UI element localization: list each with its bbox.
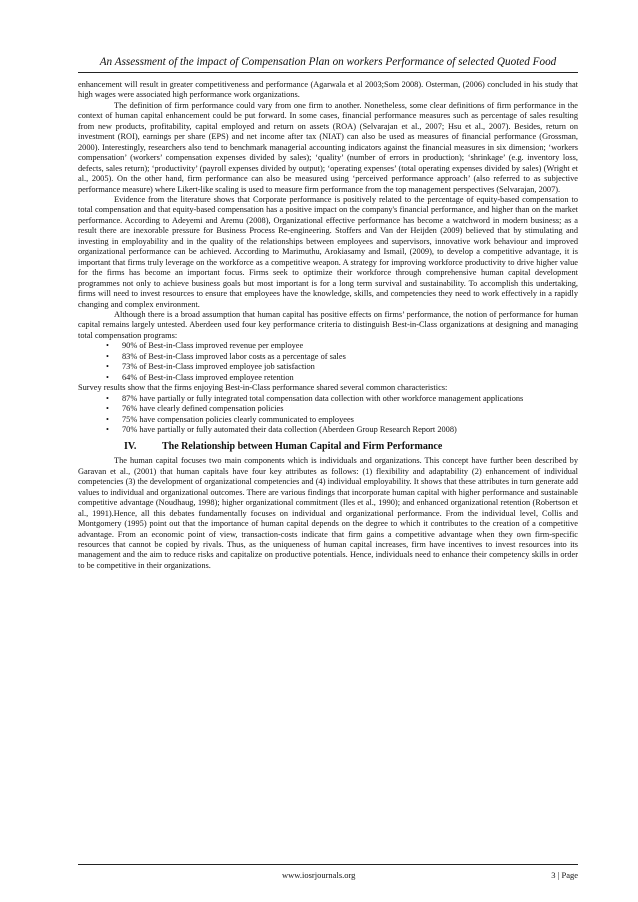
running-title: An Assessment of the impact of Compensation Plan on workers Performance of selected Quoted Food [99,56,557,68]
paragraph: The human capital focuses two main components which is individuals and organizations. This concept have further been described by Garavan et al., (2001) that human capitals have four key attributes as follows: (1) flexibility and adaptability (2) enhancement of individual competencies (3) the development of organizational competencies and (4) individual employability. It shows that these attributes in turn generate add values to individual and organizational outcomes. There are various findings that incorporate human capital with higher performance and sustainable competitive advantage (Noudhaug, 1998); higher organizational commitment (Iles et al., 1990); and enhanced organizational retention (Robertson et al., 1991).Hence, all this debates fundamentally focuses on individual and organizational performance. From the individual level, Collis and Montgomery (1995) point out that the importance of human capital depends on the degree to which it contributes to the creation of a competitive advantage. From an economic point of view, transaction-costs indicate that firm gains a competitive advantage when they own firm-specific resources that cannot be copied by rivals. Thus, as the uniqueness of human capital increases, firm have incentives to invest resources into its management and the aim to reduce risks and capitalize on productive potentials. Hence, individuals need to enhance their competency skills in order to be competitive in their organizations. [78,456,578,570]
list-item-text: 70% have partially or fully automated their data collection (Aberdeen Group Research Report 2008) [122,424,457,434]
journal-url: www.iosrjournals.org [282,870,356,880]
bullet-icon: • [106,393,109,403]
paragraph: Although there is a broad assumption that human capital has positive effects on firms’ performance, the notion of performance for human capital remains largely untested. Aberdeen used four key performance criteria to distinguish Best-in-Class organizations at designing and managing total compensation programs: [78,309,578,340]
paragraph: enhancement will result in greater competitiveness and performance (Agarwala et al 2003;Som 2008). Osterman, (2006) concluded in his study that high wages were associated high performance work organizations. [78,80,578,100]
list-item-text: 64% of Best-in-Class improved employee retention [122,372,294,382]
paragraph: The definition of firm performance could vary from one firm to another. Nonetheless, some clear definitions of firm performance in the context of human capital enhancement could be put forward. In some cases, financial performance measures such as percentage of sales resulting from new products, profitability, capital employed and return on assets (ROA) (Selvarajan et al., 2007; Hsu et al., 2007). Besides, return on investment (ROI), earnings per share (EPS) and net income after tax (NIAT) can also be used as measures of financial performance (Grossman, 2000). Interestingly, researchers also tend to benchmark managerial accounting indicators against the financial measures in six dimension; ‘workers compensation’ (workers’ compensation expenses divided by sales); ‘quality’ (number of errors in production); ‘shrinkage’ (e.g. inventory loss, defects, sales return); ‘productivity’ (payroll expenses divided by output); ‘operating expenses’ (total operating expenses divided by sales) (Wright et al., 2005). On the other hand, firm performance can also be measured using ‘perceived performance approach’ (also referred to as subjective performance measure) where Likert-like scaling is used to measure firm performance from the top management perspectives (Selvarajan, 2007). [78,100,578,194]
footer-rule [78,864,578,865]
header-rule [78,72,578,73]
bullet-icon: • [106,341,109,351]
list-item [78,404,578,414]
list-item-text: 76% have clearly defined compensation policies [122,404,284,414]
bullet-icon: • [106,414,109,424]
paragraph: Survey results show that the firms enjoying Best-in-Class performance shared several common characteristics: [78,383,448,393]
list-item-text: 90% of Best-in-Class improved revenue per employee [122,341,304,351]
bullet-icon: • [106,424,109,434]
list-item [78,415,578,425]
section-number: IV. [124,441,137,453]
list-item-text: 87% have partially or fully integrated total compensation data collection with other workforce management applications [122,393,524,403]
bullet-icon: • [106,351,109,361]
list-item [78,341,578,351]
list-item [78,352,578,362]
list-item-text: 73% of Best-in-Class improved employee job satisfaction [122,362,315,372]
characteristics-list [78,394,578,436]
bullet-icon: • [106,372,109,382]
list-item-text: 83% of Best-in-Class improved labor costs as a percentage of sales [122,351,346,361]
list-item [78,373,578,383]
performance-criteria-list [78,341,578,383]
list-item-text: 75% have compensation policies clearly communicated to employees [122,414,354,424]
bullet-icon: • [106,404,109,414]
section-heading [78,441,578,453]
paragraph: Evidence from the literature shows that Corporate performance is positively related to the percentage of equity-based compensation to total compensation and that equity-based compensation has a positive impact on the company's financial performance, and higher than on the market performance. According to Adeyemi and Aremu (2008), Organizational effective performance has become a watchword in modern business; as a result there are inexorable pressure for Business Process Re-engineering. Stoffers and Van der Heijden (2009) believed that by stimulating and investing in employability and in the quality of the relationships between employees and supervisors, innovative work behaviour and improved organizational performance can be achieved. According to Marimuthu, Arokiasamy and Ismail, (2009), to develop a competitive advantage, it is important that firms truly leverage on the workforce as a competitive weapon. A strategy for improving workforce productivity to drive higher value for the firms has become an important focus. Firms seek to optimize their workforce through comprehensive human capital development programmes not only to achieve business goals but most important is for a long term survival and sustainability. To accomplish this undertaking, firms will need to invest resources to ensure that employees have the knowledge, skills, and competencies they need to work effectively in a rapidly changing and complex environment. [78,194,578,309]
list-item [78,394,578,404]
list-item [78,362,578,372]
bullet-icon: • [106,362,109,372]
section-title: The Relationship between Human Capital and Firm Performance [162,441,443,453]
list-item [78,425,578,435]
article-body [78,80,578,571]
page-number: 3 | Page [551,870,578,880]
